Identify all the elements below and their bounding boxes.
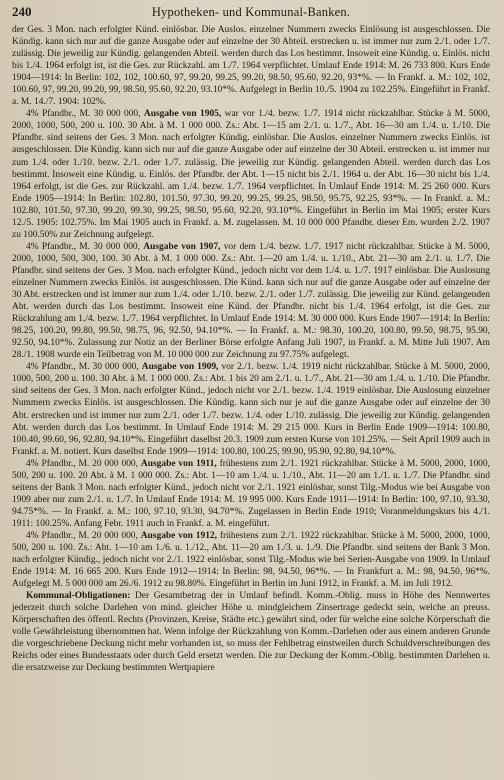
paragraph-text: vor dem 1./4. bezw. 1./7. 1917 nicht rückzahlbar. Stücke à M. 5000, 2000, 1000, 500, 300, 100. 30 Abt. à M. 1 000 000. Zs.: Abt. 1—20 am 1./4. u. 1./10., Abt. 21—30 am 2./1. u. 1./7. Die Pfandbr. sind seitens der Ges. 3 Mon. nach erfolgter Künd., jedoch nicht vor dem 1./4. u. 1./7. 1917 einlösbar. Die Auslosung einzelner Nummern zwecks Einlös. ist ausgeschlossen. Die Künd. kann sich nur auf die ganze Ausgabe oder auf einzelne der 30 Abt. erstrecken und ist immer nur zum 1./4. oder 1./10. bezw. 2./1. oder 1./7. zulässig. Die jeweilig zur Künd. gelangenden Abt. werden durch das Los bestimmt. Insoweit eine Künd. der Pfandbr. nicht bis 1./4. 1964 erfolgt, ist die Ges. zur Rückzahlung am 1./4. bezw. 1./7. 1964 verpflichtet. In Umlauf Ende 1914: M. 30 000 000. Kurs Ende 1907—1914: In Berlin: 98.25, 100.20, 99.80, 99.50, 98.75, 96, 92.50, 94.10*%. — In Frankf. a. M.: 98.30, 100.20, 100.80, 99.50, 98.75, 95.90, 92.50, 94.10*%. Zulassung zur Notiz an der Berliner Börse erfolgte Anfang Juli 1907, in Frankf. a. M. Mitte Juli 1907. Am 28./1. 1908 wurde ein Teilbetrag von M. 10 000 000 zur Zeichnung zu 97.75% aufgelegt. [12, 241, 490, 361]
bold-heading-text: Ausgabe von 1912, [140, 530, 218, 541]
paragraph-text: 4% Pfandbr., M. 20 000 000, [26, 458, 141, 469]
paragraph-p4 [12, 361, 490, 457]
paragraph-text: 4% Pfandbr., M. 30 000 000, [26, 241, 144, 252]
page-header [12, 4, 490, 22]
paragraph-text: vor 2./1. bezw. 1./4. 1919 nicht rückzahlbar. Stücke à M. 5000, 2000, 1000, 500, 200 u. 100. 30 Abt. à M. 1 000 000. Zs.: Abt. 1 bis 20 am 2./1. u. 1./7., Abt. 21—30 am 1./4. u. 1./10. Die Pfandbr. sind seitens der Ges. 3 Mon. nach erfolgter Künd., jedoch nicht vor 2./1. bezw. 1./4. 1919 einlösbar. Die Auslosung einzelner Nummern zwecks Einlös. ist ausgeschlossen. Die Kündig. kann sich nur je auf die ganze Ausgabe oder auf einzelne der 30 Abt. erstrecken und ist immer nur zum 2./1. oder 1./7. bezw. 1./4. oder 1./10. zulässig. Die jeweilig zur Kündig. gelangenden Abt. werden durch das Los bestimmt. In Umlauf Ende 1914: M. 29 215 000. Kurs in Berlin Ende 1909—1914: 100.80, 100.40, 99.60, 96, 92.80, 94.10*%. Eingeführt daselbst 20.3. 1909 zum ersten Kurse von 101.25%. — Seit April 1909 auch in Frankf. a. M. notiert. Kurs daselbst Ende 1909—1914: 100.80, 100.25, 99.90, 95.90, 92.80, 94.10*%. [12, 362, 490, 457]
paragraph-text: 4% Pfandbr., M. 30 000 000, [26, 362, 142, 373]
paragraph-text: der Ges. 3 Mon. nach erfolgter Künd. einlösbar. Die Auslos. einzelner Nummern zwecks Einlösung ist ausgeschlossen. Die Kündig. kann sich nur auf die ganze Ausgabe oder auf einzelne der 30 Abteil. erstrecken u. ist immer nur zum 2./1. oder 1./7. zulässig. Die jeweilig zur Kündig. gelangenden Abteil. werden durch das Los bestimmt. Insoweit eine Kündig. u. Einlös. nicht bis 1./4. 1964 erfolgt ist, ist die Ges. zur Rückzahl. am 1./7. 1964 verpflichtet. Umlauf Ende 1914: M. 26 733 800. Kurs Ende 1904—1914: In Berlin: 102, 102, 100.60, 97, 99.20, 99.25, 99.20, 98.50, 95.60, 92.20, 93*%. — In Frankf. a. M.: 102, 102, 100.60, 97, 99.20, 99.20, 99, 98.50, 95.60, 92.20, 93.10*%. Aufgelegt in Berlin 10./5. 1904 zu 102.25%. Eingeführt in Frankf. a. M. 14./7. 1904: 102%. [12, 25, 490, 108]
paragraph-text: Der Gesamtbetrag der in Umlauf befindl. Komm.-Oblig. muss in Höhe des Nennwertes jederzeit durch solche Darlehen von mind. gleicher Höhe u. mindgleichem Zinsertrage gedeckt sein, welche an preuss. Körperschaften des öffentl. Rechts (Provinzen, Kreise, Städte etc.) gewährt sind, oder für welche eine solche Körperschaft die volle Gewährleistung übernommen hat. Wenn infolge der Rückzahlung von Komm.-Darlehen oder aus einem anderen Grunde die vorgeschriebene Deckung nicht mehr vorhanden ist, so muss der Fehlbetrag einstweilen durch Schuldverschreibungen des Reichs oder eines Bundesstaats oder durch Geld ersetzt werden. Die zur Deckung der Komm.-Oblig. bestimmten Darlehen u. die ersatzweise zur Deckung bestimmten Wertpapiere [12, 591, 490, 674]
document-body [12, 24, 490, 675]
bold-heading-text: Ausgabe von 1905, [143, 109, 222, 120]
paragraph-text: frühestens zum 2./1. 1922 rückzahlbar. Stücke à M. 5000, 2000, 1000, 500, 200 u. 100. Zs.: Abt. 1—10 am 1./6. u. 1./12., Abt. 11—20 am 1./3. u. 1./9. Die Pfandbr. sind seitens der Bank 3 Mon. nach erfolgter Kündig., jedoch nicht vor 2./1. 1922 einlösbar, sonst Tilg.-Modus wie bei Serien-Ausgabe von 1909. In Umlauf Ende 1914: M. 16 665 200. Kurs Ende 1912—1914: In Berlin: 98, 94.50, 96*%. — In Frankfurt a. M.: 98, 94.50, 96*%. Aufgelegt M. 5 000 000 am 26./6. 1912 zu 98.80%. Eingeführt in Berlin im Juni 1912, in Frankf. a. M. im Juli 1912. [12, 530, 490, 590]
paragraph-p5 [12, 458, 490, 530]
bold-heading-text: Ausgabe von 1907, [143, 241, 221, 252]
paragraph-p2 [12, 108, 490, 241]
bold-heading-text: Ausgabe von 1911, [140, 458, 217, 469]
paragraph-p1 [12, 24, 490, 108]
paragraph-p7 [12, 590, 490, 674]
page-number: 240 [12, 4, 32, 19]
paragraph-text: war vor 1./4. bezw. 1./7. 1914 nicht rückzahlbar. Stücke à M. 5000, 2000, 1000, 500, 200 u. 100. 30 Abt. à M. 1 000 000. Zs.: Abt. 1—15 am 2./1. u. 1./7., Abt. 16—30 am 1./4. u. 1./10. Die Pfandbr. sind seitens der Ges. 3 Mon. nach erfolgter Kündig. einlösbar. Die Auslos. einzelner Nummern zwecks Einlös. ist ausgeschlossen. Die Kündig. kann sich nur auf die ganze Ausgabe oder auf einzelne der 30 Abteil. erstrecken u. ist immer nur zum 1./4. oder 1./10. bezw. 2./1. oder 1./7. zulässig. Die jeweilig zur Kündig. gelangenden Abteil. werden durch das Los bestimmt. Insoweit eine Kündig. u. Einlös. der Pfandbr. der Abt. 1—15 nicht bis 2./1. 1964 u. der Abt. 16—30 nicht bis 1./4. 1964 erfolgt, ist die Ges. zur Rückzahl. am 1./4. bezw. 1./7. 1964 verpflichtet. In Umlauf Ende 1914: M. 25 260 000. Kurs Ende 1905—1914: In Berlin: 102.80, 101.50, 97.30, 99.20, 99.25, 99.25, 98.50, 95.75, 92.25, 93*%. — In Frankf. a. M.: 102.80, 101.50, 97.30, 99.20, 99.30, 99.25, 98.50, 95.60, 92.20, 93.10*%. Eingeführt in Berlin im Mai 1905; erster Kurs 12./5. 1905: 102.75%. Im Mai 1905 auch in Frankf. a. M. zugelassen. M. 10 000 000 Pfandbr. dieser Em. wurden 2./2. 1907 zu 100.50% zur Zeichnung aufgelegt. [12, 109, 490, 240]
bold-heading-text: Kommunal-Obligationen: [26, 591, 131, 602]
bold-heading-text: Ausgabe von 1909, [141, 362, 219, 373]
paragraph-text: 4% Pfandbr., M. 30 000 000, [26, 109, 144, 120]
running-title: Hypotheken- und Kommunal-Banken. [151, 5, 351, 19]
paragraph-text: frühestens zum 2./1. 1921 rückzahlbar. Stücke à M. 5000, 2000, 1000, 500, 200 u. 100. 20 Abt. à M. 1 000 000. Zs.: Abt. 1—10 am 1./4. u. 1./10., Abt. 11—20 am 1./1. u. 1./7. Die Pfandbr. sind seitens der Bank 3 Mon. nach erfolgter Künd., jedoch nicht vor 2./1. 1921 einlösbar, sonst Tilg.-Modus wie bei Ausgabe von 1909 aber nur zum 2./1. u. 1./7. In Umlauf Ende 1914: M. 19 995 000. Kurs Ende 1911—1914: In Berlin: 100, 97.10, 93.30, 94.75*%. — In Frankf. a. M.: 100, 97.10, 93.30, 94.70*%. Zugelassen in Berlin Ende 1910; Voranmeldungskurs bis 4./1. 1911: 100.25%. Anfang Febr. 1911 auch in Frankf. a. M. eingeführt. [12, 458, 490, 529]
paragraph-p6 [12, 530, 490, 590]
paragraph-text: 4% Pfandbr., M. 20 000 000, [26, 530, 141, 541]
paragraph-p3 [12, 241, 490, 361]
